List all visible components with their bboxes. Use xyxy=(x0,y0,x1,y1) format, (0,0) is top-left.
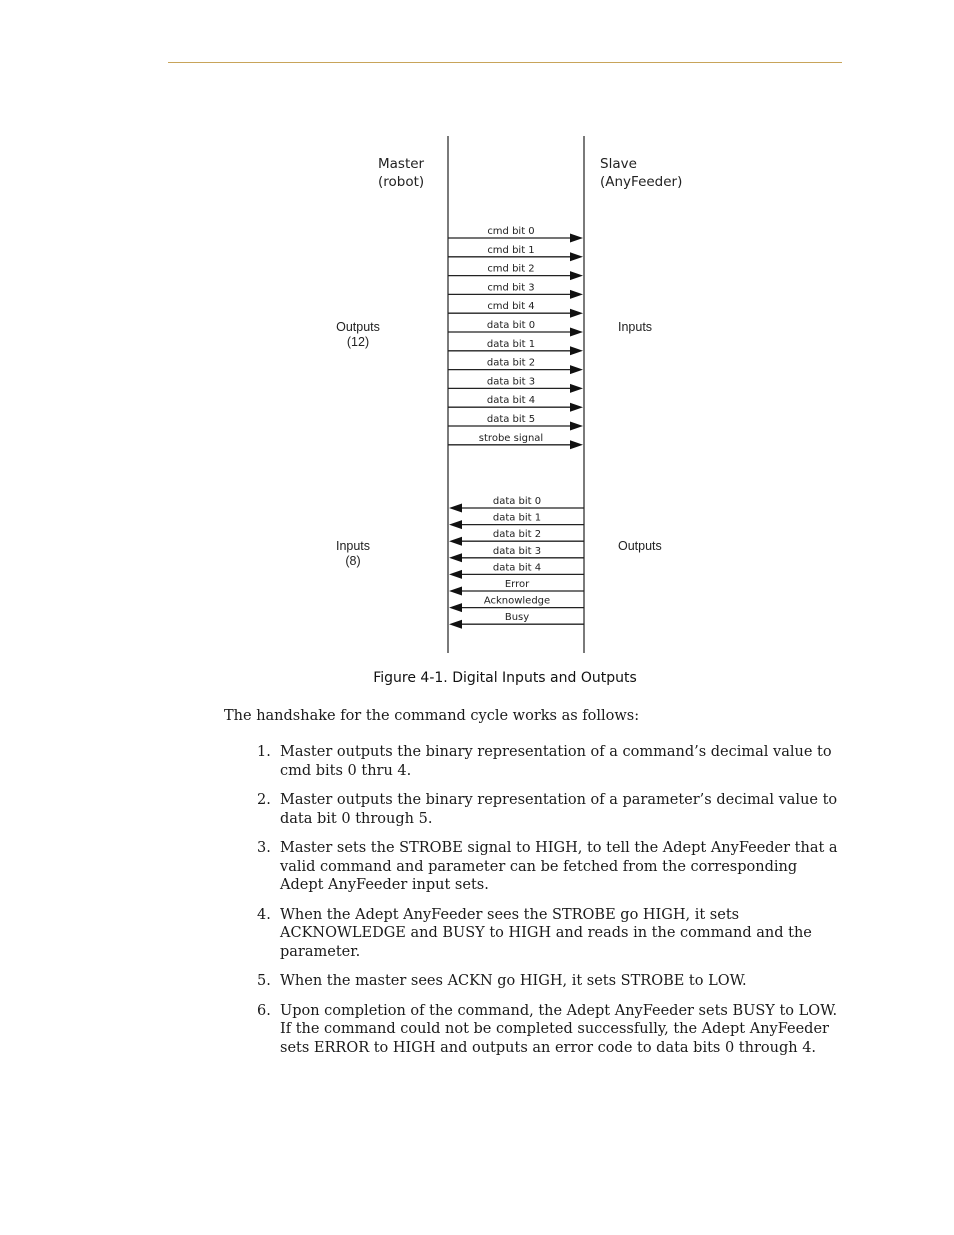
input-signal-row xyxy=(449,612,584,629)
arrow-right-icon xyxy=(570,290,583,299)
arrow-right-icon xyxy=(570,384,583,393)
output-signal-row xyxy=(448,245,583,261)
arrow-right-icon xyxy=(570,328,583,337)
arrow-right-icon xyxy=(570,252,583,261)
input-signal-row xyxy=(449,546,584,563)
signal-label: Busy xyxy=(504,612,530,624)
step-number: 3. xyxy=(257,840,271,856)
intro-paragraph: The handshake for the command cycle works as follows: xyxy=(224,708,640,724)
step-text: When the Adept AnyFeeder sees the STROBE go HIGH, it sets ACKNOWLEDGE and BUSY to HIGH and reads in the command and the parameter. xyxy=(280,906,812,960)
master-heading-line: (robot) xyxy=(378,174,425,190)
signal-label: data bit 4 xyxy=(486,395,536,407)
signal-label: data bit 2 xyxy=(486,357,536,369)
arrow-right-icon xyxy=(570,422,583,431)
top-right-label: Inputs xyxy=(618,320,653,334)
step-text: Master sets the STROBE signal to HIGH, to tell the Adept AnyFeeder that a valid command and parameter can be fetched from the corresponding Adept AnyFeeder input sets. xyxy=(280,840,838,893)
arrow-left-icon xyxy=(449,587,462,596)
output-signal-row xyxy=(448,358,583,375)
output-signal-row xyxy=(448,395,583,412)
step-number: 2. xyxy=(257,792,271,808)
arrow-right-icon xyxy=(570,365,583,374)
signal-label: cmd bit 1 xyxy=(487,244,535,256)
arrow-left-icon xyxy=(449,603,462,612)
arrow-left-icon xyxy=(449,520,462,529)
step-text: When the master sees ACKN go HIGH, it sets STROBE to LOW. xyxy=(280,973,747,989)
master-heading xyxy=(378,156,425,190)
bottom-left-label-line: (8) xyxy=(345,554,361,568)
handshake-steps xyxy=(224,743,840,1068)
step-number: 6. xyxy=(257,1002,271,1019)
signal-label: data bit 3 xyxy=(486,376,536,388)
top-left-label-line: Outputs xyxy=(336,320,380,334)
top-left-label-line: (12) xyxy=(346,335,370,349)
step-number: 4. xyxy=(257,906,271,923)
step-item xyxy=(224,791,840,828)
signal-label: Error xyxy=(504,579,530,590)
figure-caption: Figure 4-1. Digital Inputs and Outputs xyxy=(373,670,637,686)
signal-label: data bit 4 xyxy=(492,562,542,574)
arrow-right-icon xyxy=(570,440,583,449)
signal-label: cmd bit 4 xyxy=(487,301,535,313)
output-signal-row xyxy=(448,339,583,356)
arrow-right-icon xyxy=(570,271,583,280)
input-signal-row xyxy=(449,579,584,596)
step-item xyxy=(224,1002,840,1058)
bottom-left-label xyxy=(336,539,370,568)
output-signal-row xyxy=(448,376,583,393)
slave-heading xyxy=(600,156,682,190)
input-signal-row xyxy=(449,529,584,546)
input-signal-row xyxy=(449,596,584,613)
output-signal-row xyxy=(448,226,583,243)
step-item xyxy=(224,743,840,780)
signal-label: cmd bit 3 xyxy=(487,282,535,294)
step-text: Master outputs the binary representation of a command’s decimal value to cmd bits 0 thru 4. xyxy=(280,744,832,779)
signal-label: cmd bit 0 xyxy=(487,226,535,237)
arrow-left-icon xyxy=(449,570,462,579)
signal-label: data bit 3 xyxy=(492,545,542,557)
input-signal-row xyxy=(449,496,584,513)
step-item xyxy=(224,906,840,962)
input-signal-row xyxy=(449,513,584,530)
step-text: Upon completion of the command, the Adept AnyFeeder sets BUSY to LOW. If the command could not be completed successfully, the Adept AnyFeeder sets ERROR to HIGH and outputs an error code to data bits 0 through 4. xyxy=(280,1002,838,1056)
output-signal-row xyxy=(448,320,583,337)
signal-label: data bit 1 xyxy=(492,512,542,524)
step-number: 1. xyxy=(257,744,271,760)
arrow-left-icon xyxy=(449,620,462,629)
arrow-left-icon xyxy=(449,537,462,546)
step-text: Master outputs the binary representation of a parameter’s decimal value to data bit 0 through 5. xyxy=(280,792,838,827)
arrow-right-icon xyxy=(570,403,583,412)
signal-label: data bit 5 xyxy=(486,414,536,425)
step-item xyxy=(224,972,840,991)
step-item xyxy=(224,839,840,895)
bottom-left-label-line: Inputs xyxy=(335,539,371,553)
signal-label: data bit 2 xyxy=(492,529,542,541)
slave-heading-line: (AnyFeeder) xyxy=(600,174,683,190)
output-signal-row xyxy=(448,282,583,299)
input-signal-row xyxy=(449,562,584,579)
arrow-right-icon xyxy=(570,234,583,243)
arrow-left-icon xyxy=(449,504,462,513)
output-signal-row xyxy=(448,264,583,281)
output-signal-row xyxy=(448,433,583,450)
signal-label: data bit 0 xyxy=(486,320,536,331)
signal-label: cmd bit 2 xyxy=(487,263,535,275)
signal-label: data bit 0 xyxy=(492,496,542,507)
master-heading-line: Master xyxy=(378,156,425,172)
arrow-right-icon xyxy=(570,346,583,355)
arrow-right-icon xyxy=(570,309,583,318)
bottom-right-label: Outputs xyxy=(618,539,662,553)
signal-label: strobe signal xyxy=(478,432,544,444)
output-signal-row xyxy=(448,301,583,318)
output-signal-row xyxy=(448,414,583,431)
signal-label: data bit 1 xyxy=(486,338,536,350)
step-number: 5. xyxy=(257,973,271,989)
slave-heading-line: Slave xyxy=(600,156,637,172)
arrow-left-icon xyxy=(449,553,462,562)
signal-label: Acknowledge xyxy=(483,595,551,607)
top-left-label xyxy=(336,320,380,349)
